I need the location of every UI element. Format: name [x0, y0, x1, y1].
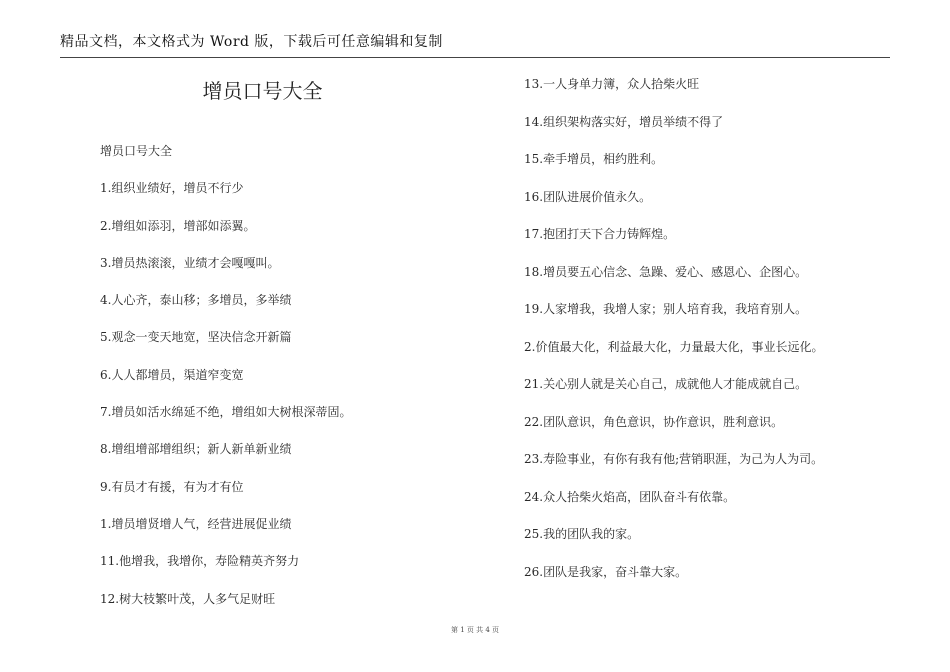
- list-item: 22.团队意识，角色意识，协作意识，胜利意识。: [524, 414, 784, 429]
- list-item: 18.增员要五心信念、急躁、爱心、感恩心、企图心。: [524, 264, 808, 279]
- list-item: 13.一人身单力簿，众人拾柴火旺: [524, 77, 700, 91]
- list-item: 24.众人拾柴火焰高，团队奋斗有依靠。: [524, 489, 736, 504]
- list-item: 15.牵手增员，相约胜利。: [524, 152, 664, 166]
- list-item: 19.人家增我，我增人家；别人培育我，我培育别人。: [524, 302, 808, 316]
- list-item: 23.寿险事业，有你有我有他;营销职涯，为己为人为司。: [524, 452, 824, 466]
- list-item: 25.我的团队我的家。: [524, 527, 640, 541]
- list-item: 8.增组增部增组织；新人新单新业绩: [100, 442, 292, 457]
- slogan-list-right: [524, 77, 823, 602]
- list-item: 21.关心别人就是关心自己，成就他人才能成就自己。: [524, 377, 808, 391]
- list-item: 3.增员热滚滚，业绩才会嘎嘎叫。: [100, 255, 280, 270]
- list-item: 17.抱团打天下合力铸辉煌。: [524, 227, 676, 241]
- header-divider: [60, 57, 890, 58]
- list-item: 4.人心齐，泰山移；多增员，多举绩: [100, 293, 292, 308]
- list-item: 1.组织业绩好，增员不行少: [100, 181, 244, 196]
- list-item: 26.团队是我家，奋斗靠大家。: [524, 564, 688, 579]
- list-item: 12.树大枝繁叶茂，人多气足财旺: [100, 591, 276, 606]
- list-item: 增员口号大全: [100, 144, 173, 158]
- list-item: 14.组织架构落实好，增员举绩不得了: [524, 114, 724, 129]
- list-item: 16.团队进展价值永久。: [524, 189, 652, 204]
- list-item: 6.人人都增员，渠道窄变宽: [100, 367, 244, 382]
- document-banner: 精品文档，本文格式为 Word 版，下载后可任意编辑和复制: [60, 34, 443, 50]
- list-item: 2.增组如添羽，增部如添翼。: [100, 218, 256, 233]
- list-item: 11.他增我，我增你，寿险精英齐努力: [100, 554, 300, 569]
- list-item: 5.观念一变天地宽，坚决信念开新篇: [100, 330, 292, 345]
- list-item: 1.增员增贤增人气，经营进展促业绩: [100, 516, 292, 531]
- list-item: 7.增员如活水绵延不绝，增组如大树根深蒂固。: [100, 405, 352, 420]
- list-item: 2.价值最大化，利益最大化，力量最大化，事业长远化。: [524, 339, 824, 354]
- document-title: 增员口号大全: [202, 79, 323, 103]
- page-number: 第 1 页 共 4 页: [450, 626, 500, 634]
- slogan-list-left: [100, 144, 351, 629]
- list-item: 9.有员才有援，有为才有位: [100, 479, 244, 494]
